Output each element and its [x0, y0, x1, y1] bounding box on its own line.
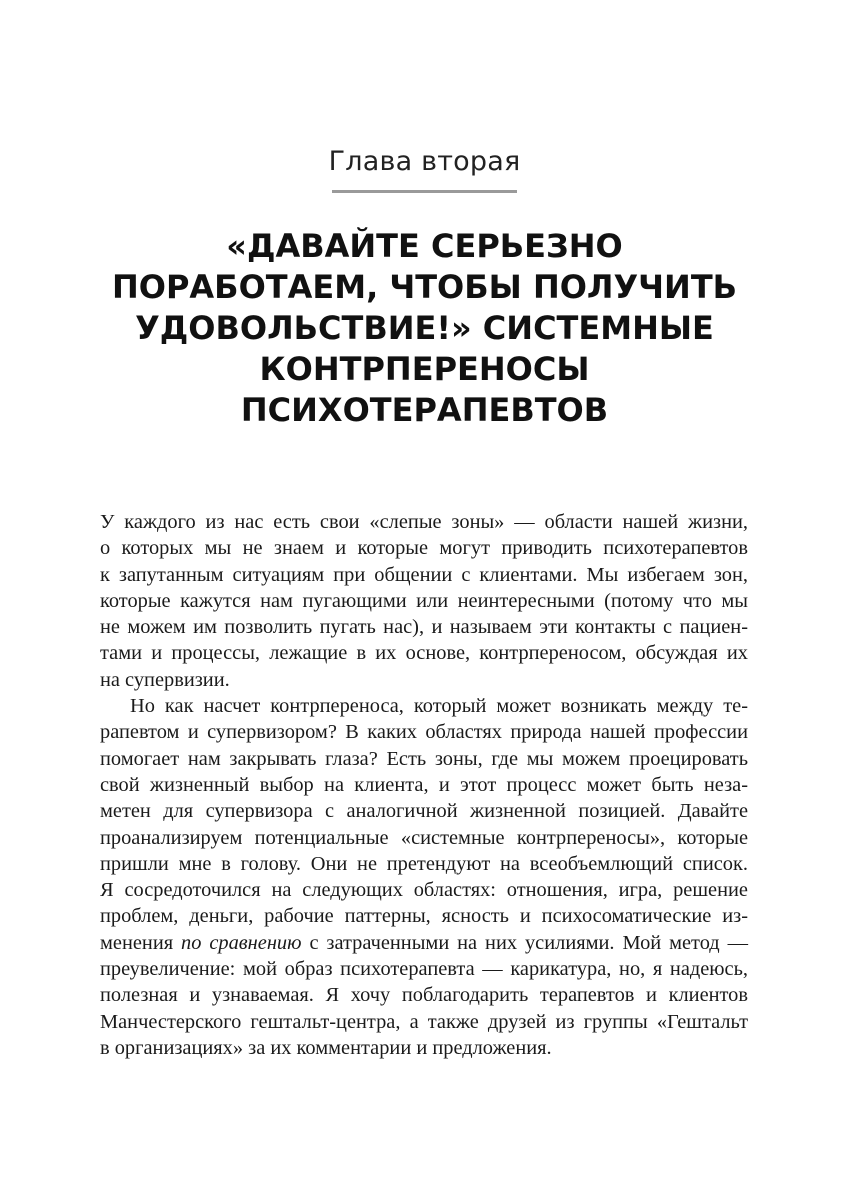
- chapter-title-line: ПСИХОТЕРАПЕВТОВ: [240, 391, 609, 429]
- text-line: Я сосредоточился на следующих областях: отношения, игра, решение: [100, 879, 748, 902]
- chapter-label: Глава вторая: [328, 146, 521, 177]
- body-text: [100, 509, 748, 1061]
- text-line: метен для супервизора с аналогичной жизненной позицией. Давайте: [100, 800, 748, 823]
- text-line: полезная и узнаваемая. Я хочу поблагодарить терапевтов и клиентов: [100, 984, 748, 1007]
- emphasis-text: по сравнению: [181, 931, 302, 954]
- text-line: в организациях» за их комментарии и предложения.: [100, 1036, 552, 1059]
- chapter-title: [90, 226, 759, 431]
- chapter-title-line: «ДАВАЙТЕ СЕРЬЕЗНО: [226, 227, 623, 265]
- chapter-title-line: ПОРАБОТАЕМ, ЧТОБЫ ПОЛУЧИТЬ: [111, 268, 738, 306]
- text-line: Манчестерского гештальт-центра, а также друзей из группы «Гештальт: [100, 1010, 748, 1033]
- text-line: к запутанным ситуациям при общении с клиентами. Мы избегаем зон,: [100, 563, 748, 586]
- text-line-with-emphasis: [100, 930, 748, 956]
- text-line: не можем им позволить пугать нас), и называем эти контакты с пациен-: [100, 616, 748, 639]
- text-line: проблем, деньги, рабочие паттерны, ясность и психосоматические из-: [100, 905, 748, 928]
- text-segment: с затраченными на них усилиями. Мой метод —: [301, 931, 748, 954]
- text-line: пришли мне в голову. Они не претендуют на всеобъемлющий список.: [100, 852, 748, 875]
- text-line: проанализируем потенциальные «системные контрпереносы», которые: [100, 826, 748, 849]
- text-line: свой жизненный выбор на клиента, и этот процесс может быть неза-: [100, 773, 748, 796]
- chapter-divider: [332, 190, 517, 193]
- text-line: которые кажутся нам пугающими или неинтересными (потому что мы: [100, 589, 748, 612]
- chapter-title-line: КОНТРПЕРЕНОСЫ: [259, 350, 590, 388]
- text-line: преувеличение: мой образ психотерапевта — карикатура, но, я надеюсь,: [100, 958, 748, 981]
- text-line: У каждого из нас есть свои «слепые зоны» — области нашей жизни,: [100, 511, 748, 533]
- paragraph-1: [100, 509, 748, 693]
- text-segment: менения: [100, 931, 182, 954]
- chapter-title-line: УДОВОЛЬСТВИЕ!» СИСТЕМНЫЕ: [135, 309, 714, 347]
- text-line: помогает нам закрывать глаза? Есть зоны, где мы можем проецировать: [100, 747, 748, 770]
- text-line: о которых мы не знаем и которые могут приводить психотерапевтов: [100, 537, 748, 560]
- text-line: рапевтом и супервизором? В каких областях природа нашей профессии: [100, 721, 748, 744]
- text-line: на супервизии.: [100, 668, 230, 691]
- text-line: тами и процессы, лежащие в их основе, контрпереносом, обсуждая их: [100, 642, 748, 665]
- paragraph-2: [100, 693, 748, 1061]
- text-line: Но как насчет контрпереноса, который может возникать между те-: [130, 695, 748, 718]
